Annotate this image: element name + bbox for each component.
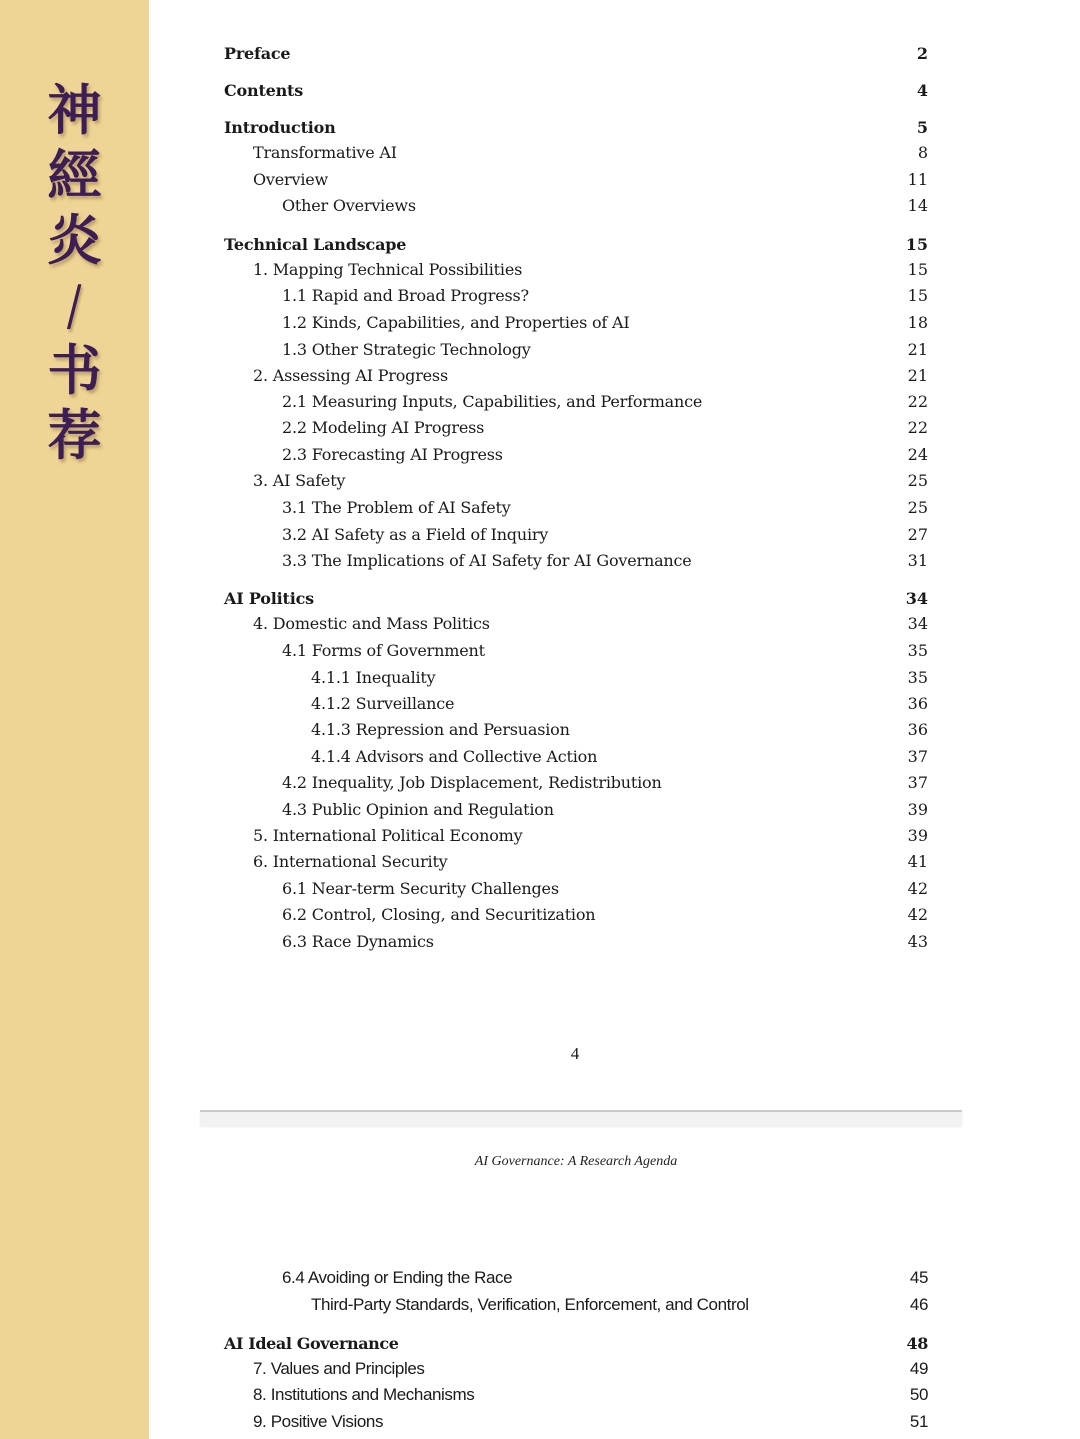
toc-label: Third-Party Standards, Verification, Enforcement, and Control xyxy=(311,1295,749,1314)
toc-page-number: 2 xyxy=(916,44,928,63)
toc-entry[interactable] xyxy=(0,548,1080,574)
toc-label: 3.2 AI Safety as a Field of Inquiry xyxy=(282,525,549,544)
toc-page-number: 31 xyxy=(907,551,928,570)
toc-label: 4.1.4 Advisors and Collective Action xyxy=(311,747,598,766)
toc-entry[interactable] xyxy=(0,929,1080,955)
title-char: 神 xyxy=(47,78,102,142)
title-char: 荐 xyxy=(47,403,102,467)
toc-entry[interactable] xyxy=(0,902,1080,928)
toc-label: 6.2 Control, Closing, and Securitization xyxy=(282,905,596,924)
toc-entry[interactable] xyxy=(0,167,1080,193)
toc-page-number: 45 xyxy=(909,1268,928,1287)
toc-label: 3. AI Safety xyxy=(253,471,346,490)
toc-entry[interactable] xyxy=(0,1356,1080,1382)
toc-page-number: 34 xyxy=(905,589,928,608)
toc-page-number: 39 xyxy=(907,800,928,819)
page-divider xyxy=(200,1110,962,1126)
toc-page-number: 51 xyxy=(909,1412,928,1431)
toc-page-number: 22 xyxy=(907,392,928,411)
toc-label: 2. Assessing AI Progress xyxy=(253,366,448,385)
toc-page-number: 49 xyxy=(909,1359,928,1378)
toc-entry[interactable] xyxy=(0,744,1080,770)
toc-page-number: 43 xyxy=(907,932,928,951)
toc-page-number: 14 xyxy=(907,196,928,215)
toc-entry[interactable] xyxy=(0,415,1080,441)
toc-page-number: 25 xyxy=(907,498,928,517)
toc-entry[interactable] xyxy=(0,1382,1080,1408)
toc-entry[interactable] xyxy=(0,1409,1080,1435)
toc-page-number: 39 xyxy=(907,826,928,845)
toc-label: 2.2 Modeling AI Progress xyxy=(282,418,485,437)
toc-entry[interactable] xyxy=(0,115,1080,141)
toc-label: 5. International Political Economy xyxy=(253,826,523,845)
toc-entry[interactable] xyxy=(0,665,1080,691)
title-char: / xyxy=(67,274,82,337)
toc-label: 4.1.2 Surveillance xyxy=(311,694,455,713)
toc-page-number: 21 xyxy=(907,366,928,385)
toc-page-number: 41 xyxy=(907,852,928,871)
title-char: 书 xyxy=(47,338,102,402)
toc-entry[interactable] xyxy=(0,283,1080,309)
toc-page-number: 36 xyxy=(907,694,928,713)
toc-entry[interactable] xyxy=(0,193,1080,219)
toc-entry[interactable] xyxy=(0,611,1080,637)
title-char: 炎 xyxy=(47,208,102,272)
toc-label: AI Ideal Governance xyxy=(224,1334,399,1353)
toc-label: 9. Positive Visions xyxy=(253,1412,384,1431)
toc-entry[interactable] xyxy=(0,41,1080,67)
toc-entry[interactable] xyxy=(0,797,1080,823)
toc-label: Technical Landscape xyxy=(224,235,407,254)
toc-page-number: 37 xyxy=(907,773,928,792)
toc-label: 6. International Security xyxy=(253,852,448,871)
toc-entry[interactable] xyxy=(0,442,1080,468)
toc-page-number: 48 xyxy=(906,1334,928,1353)
toc-entry[interactable] xyxy=(0,78,1080,104)
toc-label: 1.3 Other Strategic Technology xyxy=(282,340,531,359)
toc-label: 2.1 Measuring Inputs, Capabilities, and Performance xyxy=(282,392,703,411)
toc-label: 4.1.3 Repression and Persuasion xyxy=(311,720,570,739)
toc-label: 7. Values and Principles xyxy=(253,1359,425,1378)
toc-page-number: 35 xyxy=(907,641,928,660)
toc-label: 8. Institutions and Mechanisms xyxy=(253,1385,475,1404)
toc-page-number: 15 xyxy=(905,235,928,254)
toc-label: AI Politics xyxy=(224,589,314,608)
toc-page-number: 42 xyxy=(907,905,928,924)
toc-label: Overview xyxy=(253,170,328,189)
toc-label: Transformative AI xyxy=(253,143,397,162)
toc-entry[interactable] xyxy=(0,495,1080,521)
toc-label: 6.1 Near-term Security Challenges xyxy=(282,879,559,898)
toc-entry[interactable] xyxy=(0,1265,1080,1291)
page-number: 4 xyxy=(570,1044,580,1063)
toc-label: 4.2 Inequality, Job Displacement, Redistribution xyxy=(282,773,662,792)
toc-page-number: 24 xyxy=(907,445,928,464)
toc-entry[interactable] xyxy=(0,770,1080,796)
toc-label: 4. Domestic and Mass Politics xyxy=(253,614,490,633)
toc-entry[interactable] xyxy=(0,1292,1080,1318)
toc-page-number: 35 xyxy=(907,668,928,687)
toc-entry[interactable] xyxy=(0,522,1080,548)
toc-label: Preface xyxy=(224,44,291,63)
toc-page-number: 21 xyxy=(907,340,928,359)
toc-entry[interactable] xyxy=(0,717,1080,743)
toc-entry[interactable] xyxy=(0,849,1080,875)
running-header: AI Governance: A Research Agenda xyxy=(474,1154,678,1169)
title-char: 經 xyxy=(47,143,102,207)
toc-entry[interactable] xyxy=(0,823,1080,849)
toc-label: Other Overviews xyxy=(282,196,416,215)
toc-entry[interactable] xyxy=(0,363,1080,389)
toc-label: Introduction xyxy=(224,118,336,137)
toc-entry[interactable] xyxy=(0,1331,1080,1357)
toc-label: 4.3 Public Opinion and Regulation xyxy=(282,800,554,819)
toc-entry[interactable] xyxy=(0,257,1080,283)
toc-label: 3.3 The Implications of AI Safety for AI Governance xyxy=(282,551,692,570)
toc-label: 3.1 The Problem of AI Safety xyxy=(282,498,511,517)
toc-page-number: 11 xyxy=(907,170,928,189)
toc-entry[interactable] xyxy=(0,876,1080,902)
toc-label: 6.3 Race Dynamics xyxy=(282,932,434,951)
toc-entry[interactable] xyxy=(0,337,1080,363)
toc-label: 1.2 Kinds, Capabilities, and Properties of AI xyxy=(282,313,630,332)
toc-page-number: 8 xyxy=(917,143,928,162)
toc-entry[interactable] xyxy=(0,468,1080,494)
toc-page-number: 5 xyxy=(916,118,928,137)
toc-label: Contents xyxy=(224,81,304,100)
toc-entry[interactable] xyxy=(0,140,1080,166)
toc-page-number: 42 xyxy=(907,879,928,898)
toc-label: 2.3 Forecasting AI Progress xyxy=(282,445,503,464)
toc-label: 6.4 Avoiding or Ending the Race xyxy=(282,1268,513,1287)
toc-page-number: 37 xyxy=(907,747,928,766)
toc-page-number: 36 xyxy=(907,720,928,739)
toc-entry[interactable] xyxy=(0,232,1080,258)
toc-label: 1. Mapping Technical Possibilities xyxy=(253,260,523,279)
toc-page-number: 18 xyxy=(907,313,928,332)
toc-entry[interactable] xyxy=(0,691,1080,717)
toc-entry[interactable] xyxy=(0,638,1080,664)
toc-page-number: 27 xyxy=(907,525,928,544)
toc-page-number: 25 xyxy=(907,471,928,490)
toc-entry[interactable] xyxy=(0,389,1080,415)
toc-page-number: 4 xyxy=(916,81,928,100)
toc-label: 4.1.1 Inequality xyxy=(311,668,436,687)
toc-label: 4.1 Forms of Government xyxy=(282,641,485,660)
toc-entry[interactable] xyxy=(0,586,1080,612)
toc-page-number: 50 xyxy=(909,1385,928,1404)
toc-page-number: 15 xyxy=(907,286,928,305)
toc-label: 1.1 Rapid and Broad Progress? xyxy=(282,286,529,305)
toc-entry[interactable] xyxy=(0,310,1080,336)
toc-page-number: 46 xyxy=(909,1295,928,1314)
toc-page-number: 22 xyxy=(907,418,928,437)
toc-page-number: 34 xyxy=(907,614,928,633)
toc-page-number: 15 xyxy=(907,260,928,279)
